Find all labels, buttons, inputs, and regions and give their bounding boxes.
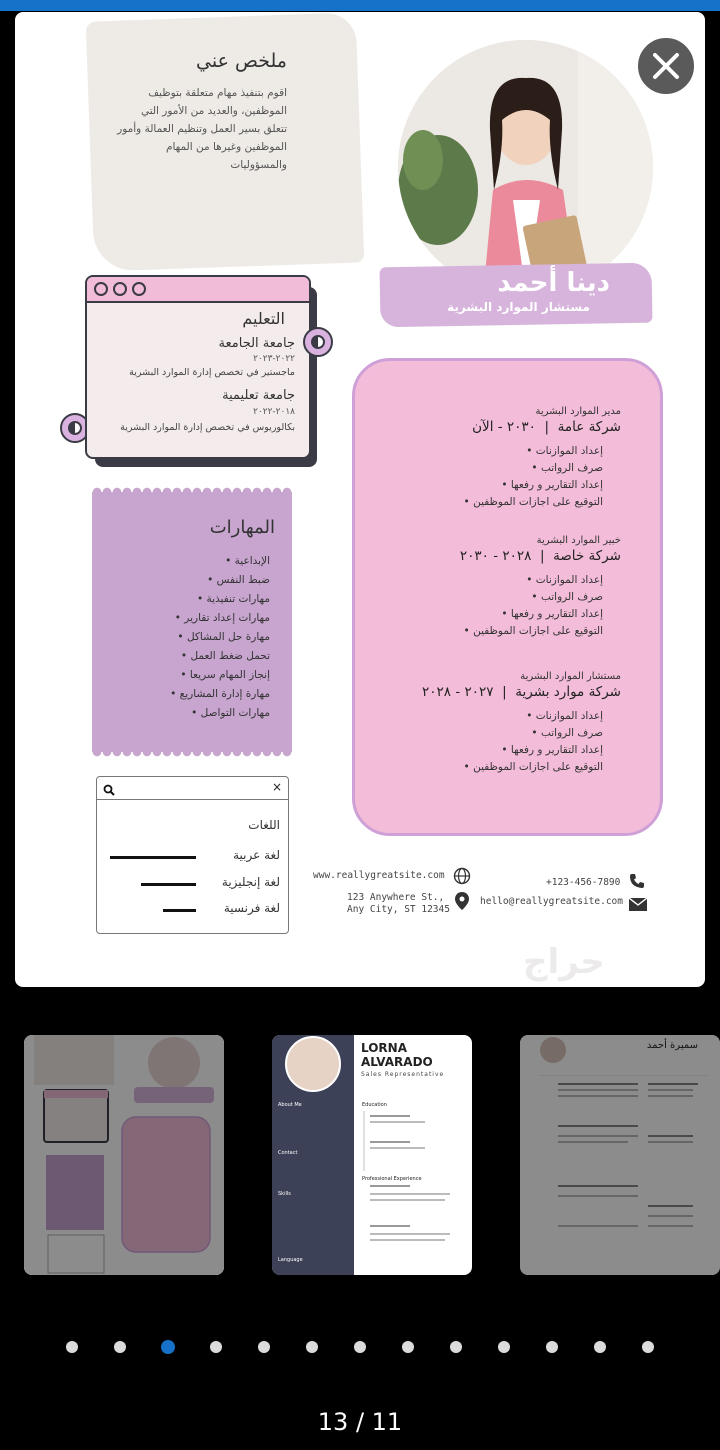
skill-item: تحمل ضغط العمل • <box>105 647 270 666</box>
language-row <box>110 875 280 891</box>
skills-scallop-bottom <box>92 752 292 760</box>
duty-item: إعداد الموازنات • <box>375 443 621 460</box>
duty-item: صرف الرواتب • <box>375 460 621 477</box>
thumbnail-1[interactable] <box>24 1035 224 1275</box>
thumbnail-subtitle: Sales Representative <box>361 1071 445 1078</box>
thumbnail-section: Professional Experience <box>362 1176 422 1182</box>
skill-item: ضبط النفس • <box>105 571 270 590</box>
experience-company-line: شركة عامة | ٢٠٣٠ - الآن <box>472 419 621 435</box>
duty-item: إعداد التقارير و رفعها • <box>375 606 621 623</box>
page-counter: 13 / 11 <box>317 1408 403 1436</box>
window-dot-icon <box>113 282 127 296</box>
skills-title: المهارات <box>209 517 275 538</box>
mail-icon <box>629 896 647 915</box>
contact-phone: +123-456-7890 <box>546 877 621 888</box>
pagination-dot[interactable] <box>354 1341 366 1353</box>
contact-address-line2: Any City, ST 12345 <box>347 904 450 915</box>
thumbnail-section: Contact <box>278 1150 298 1156</box>
education-degree: بكالوريوس في تخصص إدارة الموارد البشرية <box>120 422 295 433</box>
experience-period: ٢٠٢٧ - ٢٠٢٨ <box>422 684 494 700</box>
education-degree: ماجستير في تخصص إدارة الموارد البشرية <box>129 367 295 378</box>
experience-duties <box>375 572 621 640</box>
language-name: لغة عربية <box>233 848 280 862</box>
thumbnail-text-lines <box>362 1111 462 1271</box>
contact-email: hello@reallygreatsite.com <box>480 896 623 907</box>
duty-item: صرف الرواتب • <box>375 589 621 606</box>
education-date: ٢٠٢٢-٢٠٢٣ <box>253 354 295 364</box>
language-level-bar <box>110 856 196 859</box>
experience-entry <box>375 671 621 776</box>
skill-item: إنجاز المهام سريعا • <box>105 666 270 685</box>
language-name: لغة فرنسية <box>223 901 280 915</box>
pagination-dot[interactable] <box>546 1341 558 1353</box>
close-button[interactable] <box>636 36 696 96</box>
languages-title: اللغات <box>248 818 280 832</box>
thumbnail-section: Language <box>278 1257 303 1263</box>
contact-address-line1: 123 Anywhere St., <box>347 892 445 903</box>
summary-title: ملخص عني <box>196 50 287 72</box>
thumbnail-section: Skills <box>278 1191 291 1197</box>
experience-company: شركة موارد بشرية <box>515 684 621 700</box>
experience-title: مدير الموارد البشرية <box>535 406 621 417</box>
thumbnail-name-line1: LORNA <box>361 1041 407 1055</box>
window-titlebar <box>87 277 309 303</box>
window-dot-icon <box>132 282 146 296</box>
language-row <box>110 848 280 864</box>
phone-icon <box>629 873 645 893</box>
experience-duties <box>375 443 621 511</box>
duty-item: إعداد التقارير و رفعها • <box>375 477 621 494</box>
skill-item: مهارات التواصل • <box>105 704 270 723</box>
resume-name: دينا أحمد <box>497 268 610 298</box>
pagination-dots <box>0 1340 720 1354</box>
pagination-dot[interactable] <box>642 1341 654 1353</box>
pagination-dot[interactable] <box>258 1341 270 1353</box>
search-icon <box>103 781 115 800</box>
thumbnail-name: سميرة أحمد <box>646 1040 698 1051</box>
education-right-knob <box>303 327 333 357</box>
globe-icon <box>453 867 471 889</box>
close-icon: × <box>271 780 282 794</box>
experience-company: شركة خاصة <box>553 548 621 564</box>
summary-text: اقوم بتنفيذ مهام متعلقة بتوظيف الموظفين، والعديد من الأمور التي تتعلق بسير العمل وتنظيم العمالة وأمور الموظفين وغيرها من المهام والمسؤوليات <box>117 87 287 171</box>
thumbnail-section: Education <box>362 1102 387 1108</box>
experience-period: ٢٠٢٨ - ٢٠٣٠ <box>459 548 532 564</box>
experience-title: مستشار الموارد البشرية <box>520 671 621 682</box>
duty-item: صرف الرواتب • <box>375 725 621 742</box>
language-level-bar <box>163 909 196 912</box>
thumbnail-name-line2: ALVARADO <box>361 1055 433 1069</box>
skill-item: مهارات إعداد تقارير • <box>105 609 270 628</box>
resume-role: مستشار الموارد البشرية <box>447 300 590 314</box>
watermark-logo: حراج <box>523 942 605 982</box>
location-pin-icon <box>455 892 469 914</box>
experience-entry <box>375 406 621 511</box>
thumbnail-avatar <box>285 1036 341 1092</box>
duty-item: إعداد الموازنات • <box>375 572 621 589</box>
duty-item: التوقيع على اجازات الموظفين • <box>375 623 621 640</box>
pagination-dot[interactable] <box>402 1341 414 1353</box>
skills-list <box>105 552 270 723</box>
education-school: جامعة الجامعة <box>218 336 295 351</box>
image-viewer-card <box>15 12 705 987</box>
skill-item: مهارة حل المشاكل • <box>105 628 270 647</box>
duty-item: التوقيع على اجازات الموظفين • <box>375 494 621 511</box>
pagination-dot[interactable] <box>498 1341 510 1353</box>
skill-item: مهارات تنفيذية • <box>105 590 270 609</box>
pagination-dot-active[interactable] <box>161 1340 175 1354</box>
experience-duties <box>375 708 621 776</box>
experience-entry <box>375 535 621 640</box>
language-name: لغة إنجليزية <box>221 875 280 889</box>
pagination-dot[interactable] <box>210 1341 222 1353</box>
profile-photo <box>398 40 653 295</box>
experience-title: خبير الموارد البشرية <box>536 535 621 546</box>
thumbnail-section: About Me <box>278 1102 302 1108</box>
thumbnail-2[interactable] <box>272 1035 472 1275</box>
pagination-dot[interactable] <box>114 1341 126 1353</box>
education-school: جامعة تعليمية <box>222 388 295 403</box>
experience-company: شركة عامة <box>557 419 621 435</box>
top-accent-bar <box>0 0 720 11</box>
pagination-dot[interactable] <box>306 1341 318 1353</box>
thumbnail-avatar <box>540 1037 566 1063</box>
languages-search-bar <box>97 777 288 800</box>
skill-item: الإبداعية • <box>105 552 270 571</box>
duty-item: التوقيع على اجازات الموظفين • <box>375 759 621 776</box>
close-icon <box>649 49 683 83</box>
pagination-dot[interactable] <box>66 1341 78 1353</box>
pagination-dot[interactable] <box>450 1341 462 1353</box>
duty-item: إعداد الموازنات • <box>375 708 621 725</box>
experience-company-line: شركة موارد بشرية | ٢٠٢٧ - ٢٠٢٨ <box>422 684 621 700</box>
skill-item: مهارة إدارة المشاريع • <box>105 685 270 704</box>
language-row <box>110 901 280 917</box>
education-date: ٢٠١٨-٢٠٢٢ <box>253 407 295 417</box>
thumbnail-text-lines <box>538 1075 708 1270</box>
thumbnail-preview-image <box>24 1035 224 1275</box>
duty-item: إعداد التقارير و رفعها • <box>375 742 621 759</box>
experience-company-line: شركة خاصة | ٢٠٢٨ - ٢٠٣٠ <box>459 548 621 564</box>
experience-period: ٢٠٣٠ - الآن <box>472 419 536 435</box>
skills-scallop-top <box>92 484 292 492</box>
thumbnail-3[interactable] <box>520 1035 720 1275</box>
education-title: التعليم <box>242 309 285 328</box>
pagination-dot[interactable] <box>594 1341 606 1353</box>
contact-website: www.reallygreatsite.com <box>313 870 445 881</box>
thumbnail-name <box>361 1041 433 1069</box>
language-level-bar <box>141 883 196 886</box>
window-dot-icon <box>94 282 108 296</box>
